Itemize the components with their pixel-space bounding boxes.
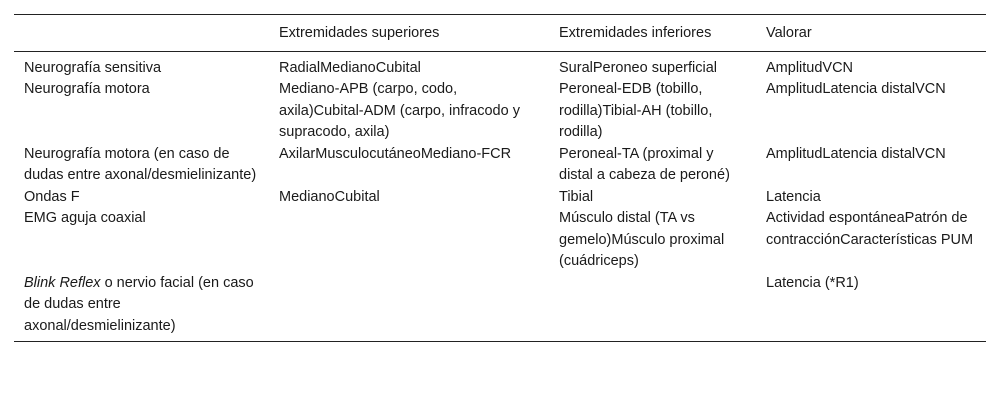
cell-test xyxy=(14,273,269,342)
cell-assess: AmplitudVCN xyxy=(766,59,854,76)
cell-upper: Mediano-APB (carpo, codo, axila)Cubital-ADM (carpo, infracodo y supracodo, axila) xyxy=(279,81,520,140)
protocol-table xyxy=(14,14,986,342)
header-assess: Valorar xyxy=(766,25,812,41)
table-row xyxy=(14,144,986,187)
cell-assess: Latencia xyxy=(766,188,821,205)
cell-assess: Actividad espontáneaPatrón de contracciónCaracterísticas PUM xyxy=(766,210,974,248)
cell-upper: AxilarMusculocutáneoMediano-FCR xyxy=(279,145,512,162)
header-test xyxy=(14,15,269,52)
cell-test: Neurografía motora (en caso de dudas entre axonal/desmielinizante) xyxy=(24,145,257,183)
cell-test: Neurografía sensitiva xyxy=(24,59,162,76)
table-body xyxy=(14,51,986,342)
cell-test: Ondas F xyxy=(24,188,80,205)
cell-lower xyxy=(549,273,756,342)
cell-lower: Peroneal-EDB (tobillo, rodilla)Tibial-AH (tobillo, rodilla) xyxy=(559,81,713,140)
table-header xyxy=(14,15,986,52)
table-row xyxy=(14,187,986,209)
header-lower-limbs: Extremidades inferiores xyxy=(559,25,712,41)
table-row xyxy=(14,79,986,144)
header-row xyxy=(14,15,986,52)
table-row xyxy=(14,51,986,79)
cell-lower: Tibial xyxy=(559,188,594,205)
cell-assess: AmplitudLatencia distalVCN xyxy=(766,81,946,97)
cell-test-rest: o nervio facial (en caso de dudas entre axonal/desmielinizante) xyxy=(24,274,254,334)
protocol-table-container xyxy=(14,14,986,342)
cell-upper xyxy=(269,208,549,273)
cell-test: Neurografía motora xyxy=(24,81,150,97)
cell-lower: Peroneal-TA (proximal y distal a cabeza de peroné) xyxy=(559,145,730,183)
cell-test: EMG aguja coaxial xyxy=(24,210,146,226)
cell-lower: SuralPeroneo superficial xyxy=(559,59,717,76)
cell-upper: RadialMedianoCubital xyxy=(279,59,421,76)
cell-assess: Latencia (*R1) xyxy=(766,274,859,291)
table-row xyxy=(14,273,986,342)
cell-upper: MedianoCubital xyxy=(279,188,380,205)
cell-lower: Músculo distal (TA vs gemelo)Músculo proximal (cuádriceps) xyxy=(559,210,725,269)
header-upper-limbs: Extremidades superiores xyxy=(279,25,440,41)
table-row xyxy=(14,208,986,273)
cell-assess: AmplitudLatencia distalVCN xyxy=(766,145,946,162)
cell-upper xyxy=(269,273,549,342)
cell-test-italic: Blink Reflex xyxy=(24,274,101,291)
